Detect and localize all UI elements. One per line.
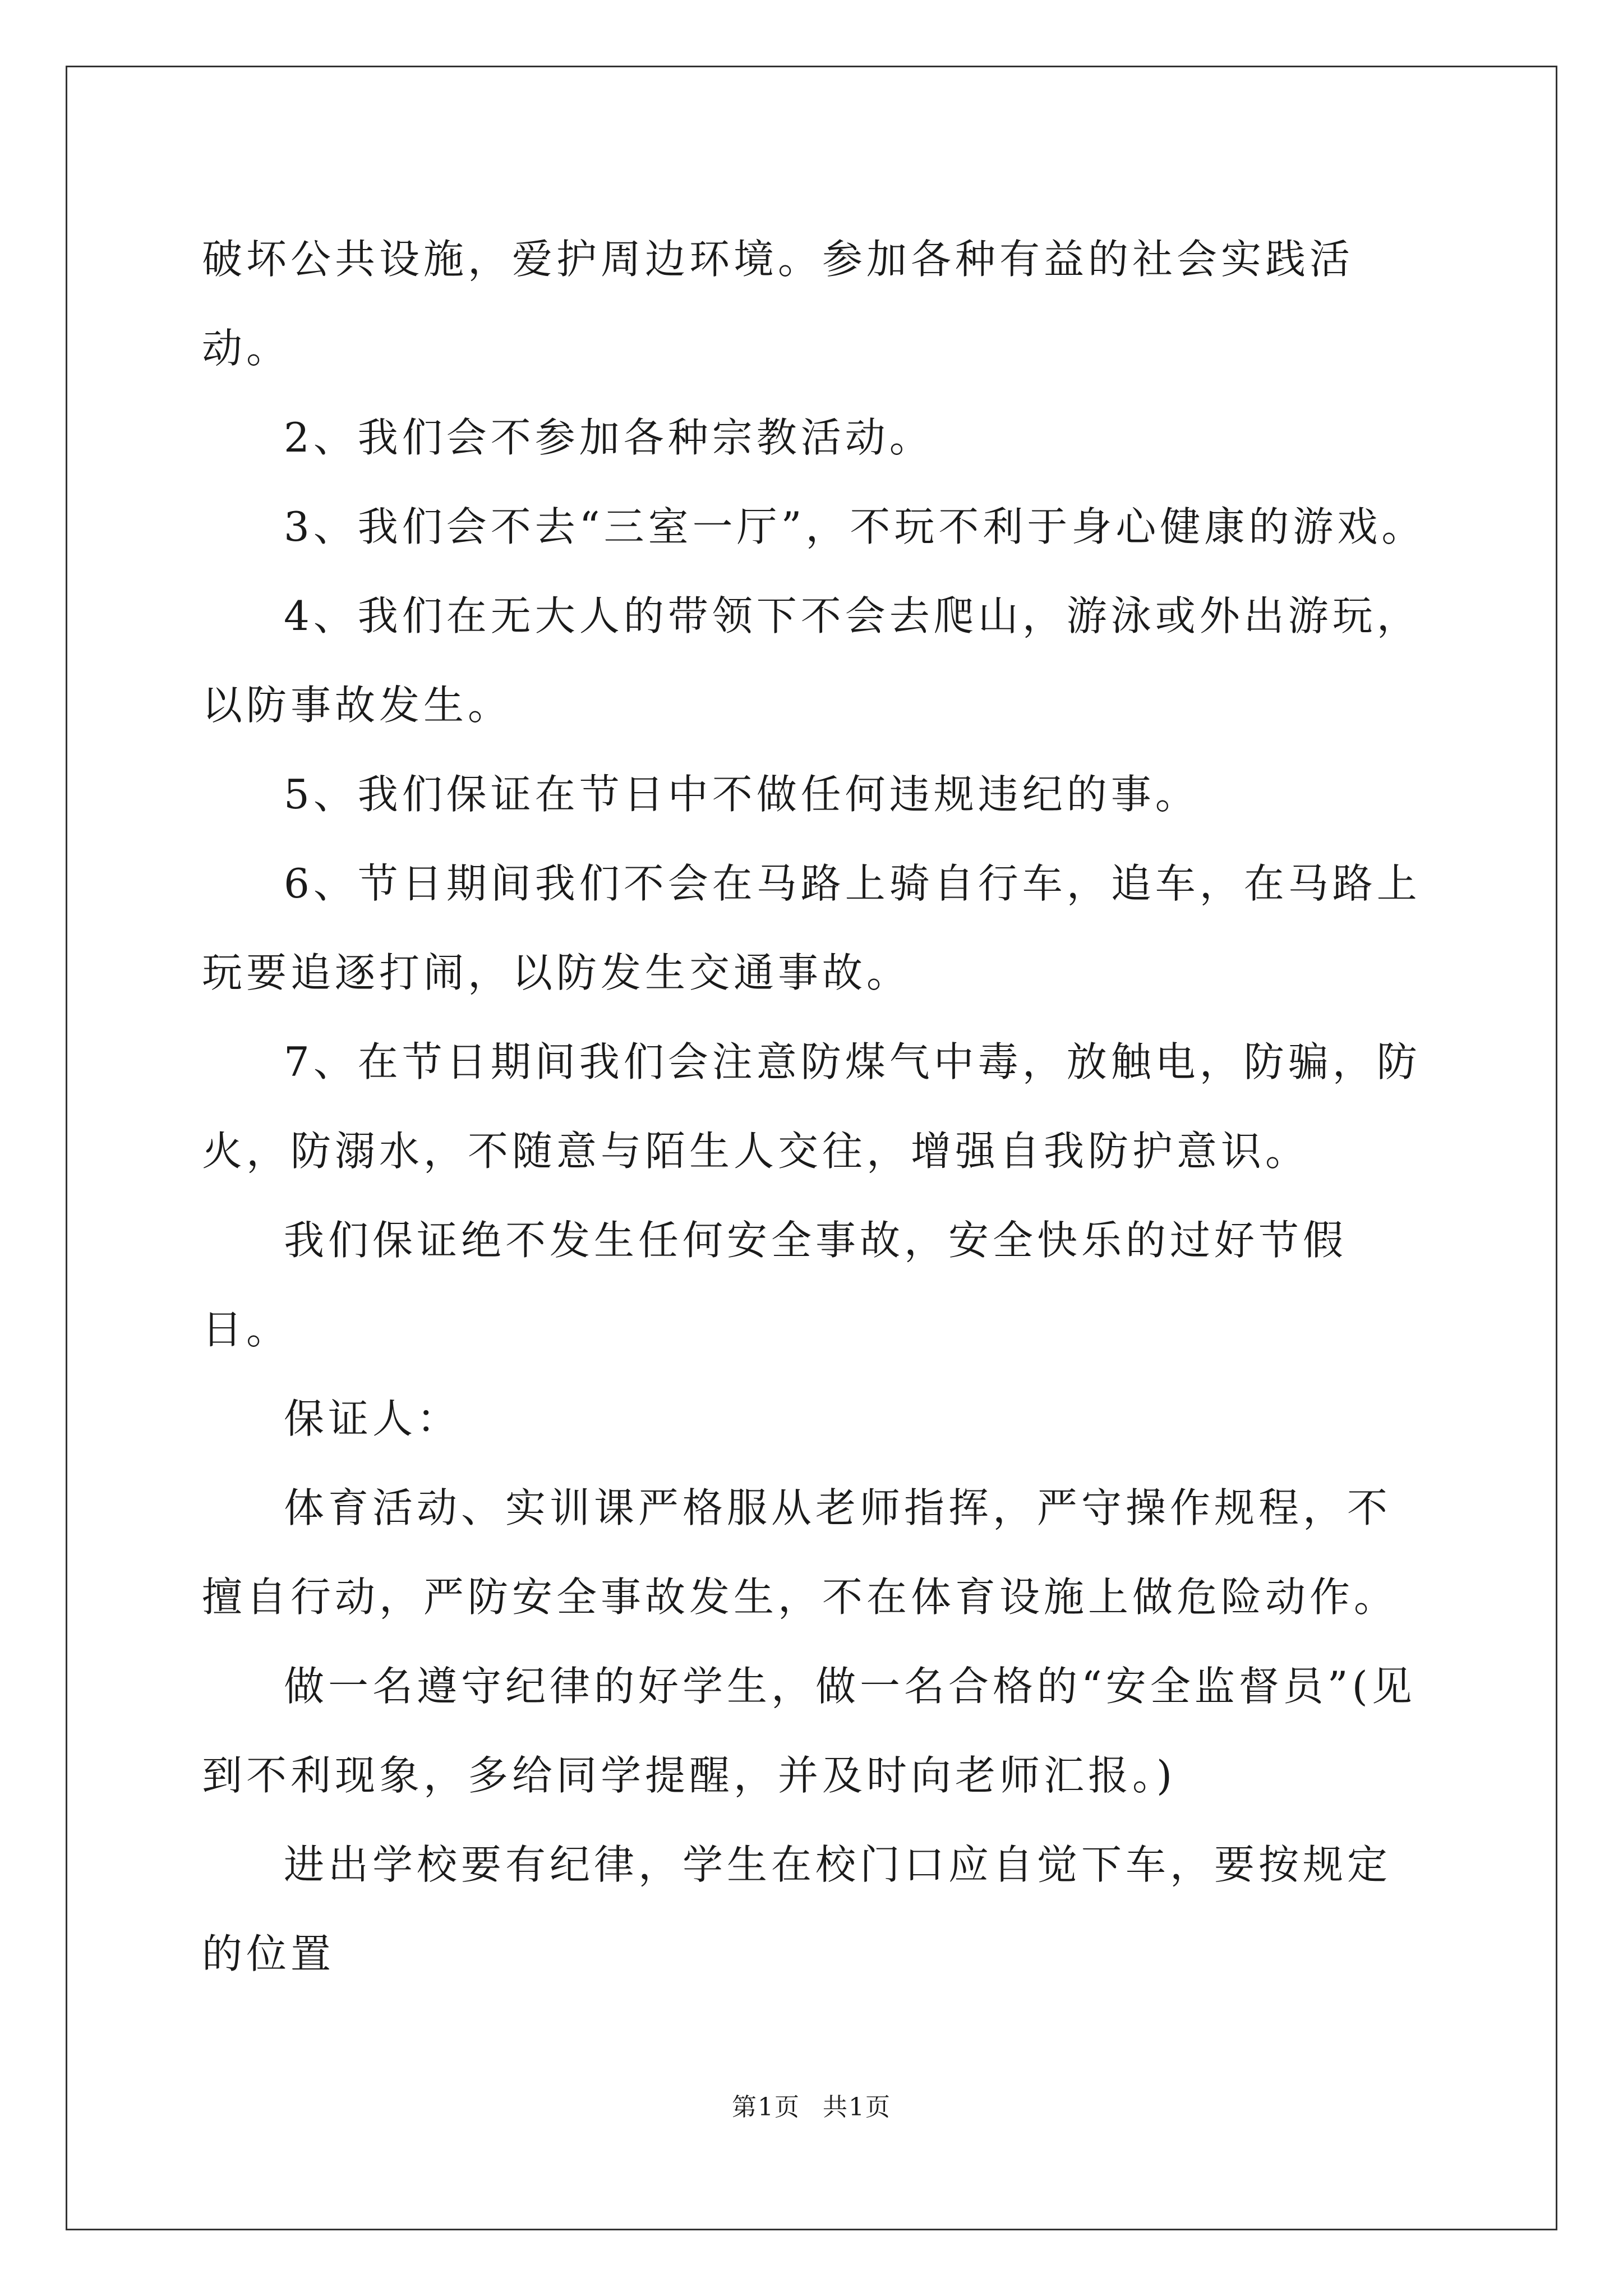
page-footer xyxy=(0,2087,1623,2123)
paragraph-item-3: 3、我们会不去“三室一厅”，不玩不利于身心健康的游戏。 xyxy=(284,503,1426,550)
paragraph-item-7: 7、在节日期间我们会注意防煤气中毒，放触电，防骗，防火，防溺水，不随意与陌生人交往，增强自我防护意识。 xyxy=(202,1038,1421,1175)
page-number-current: 第1页 xyxy=(732,2093,800,2122)
paragraph-signatory: 保证人： xyxy=(284,1395,462,1442)
paragraph-guarantee: 我们保证绝不发生任何安全事故，安全快乐的过好节假日。 xyxy=(202,1217,1348,1353)
paragraph-sports-rules: 体育活动、实训课严格服从老师指挥，严守操作规程，不擅自行动，严防安全事故发生，不在体育设施上做危险动作。 xyxy=(202,1484,1399,1621)
document-body xyxy=(202,215,1430,1999)
paragraph-item-6: 6、节日期间我们不会在马路上骑自行车，追车，在马路上玩要追逐打闹，以防发生交通事故。 xyxy=(202,860,1421,996)
page-number-total: 共1页 xyxy=(823,2093,891,2122)
paragraph-item-4: 4、我们在无大人的带领下不会去爬山，游泳或外出游玩，以防事故发生。 xyxy=(202,592,1421,729)
paragraph-discipline: 做一名遵守纪律的好学生，做一名合格的“安全监督员”(见到不利现象，多给同学提醒，并及时向老师汇报。) xyxy=(202,1663,1416,1799)
paragraph-item-5: 5、我们保证在节日中不做任何违规违纪的事。 xyxy=(284,771,1200,818)
paragraph-continuation: 破坏公共设施，爱护周边环境。参加各种有益的社会实践活动。 xyxy=(202,236,1354,372)
paragraph-school-entry: 进出学校要有纪律，学生在校门口应自觉下车，要按规定的位置 xyxy=(202,1841,1392,1977)
paragraph-item-2: 2、我们会不参加各种宗教活动。 xyxy=(284,414,934,461)
